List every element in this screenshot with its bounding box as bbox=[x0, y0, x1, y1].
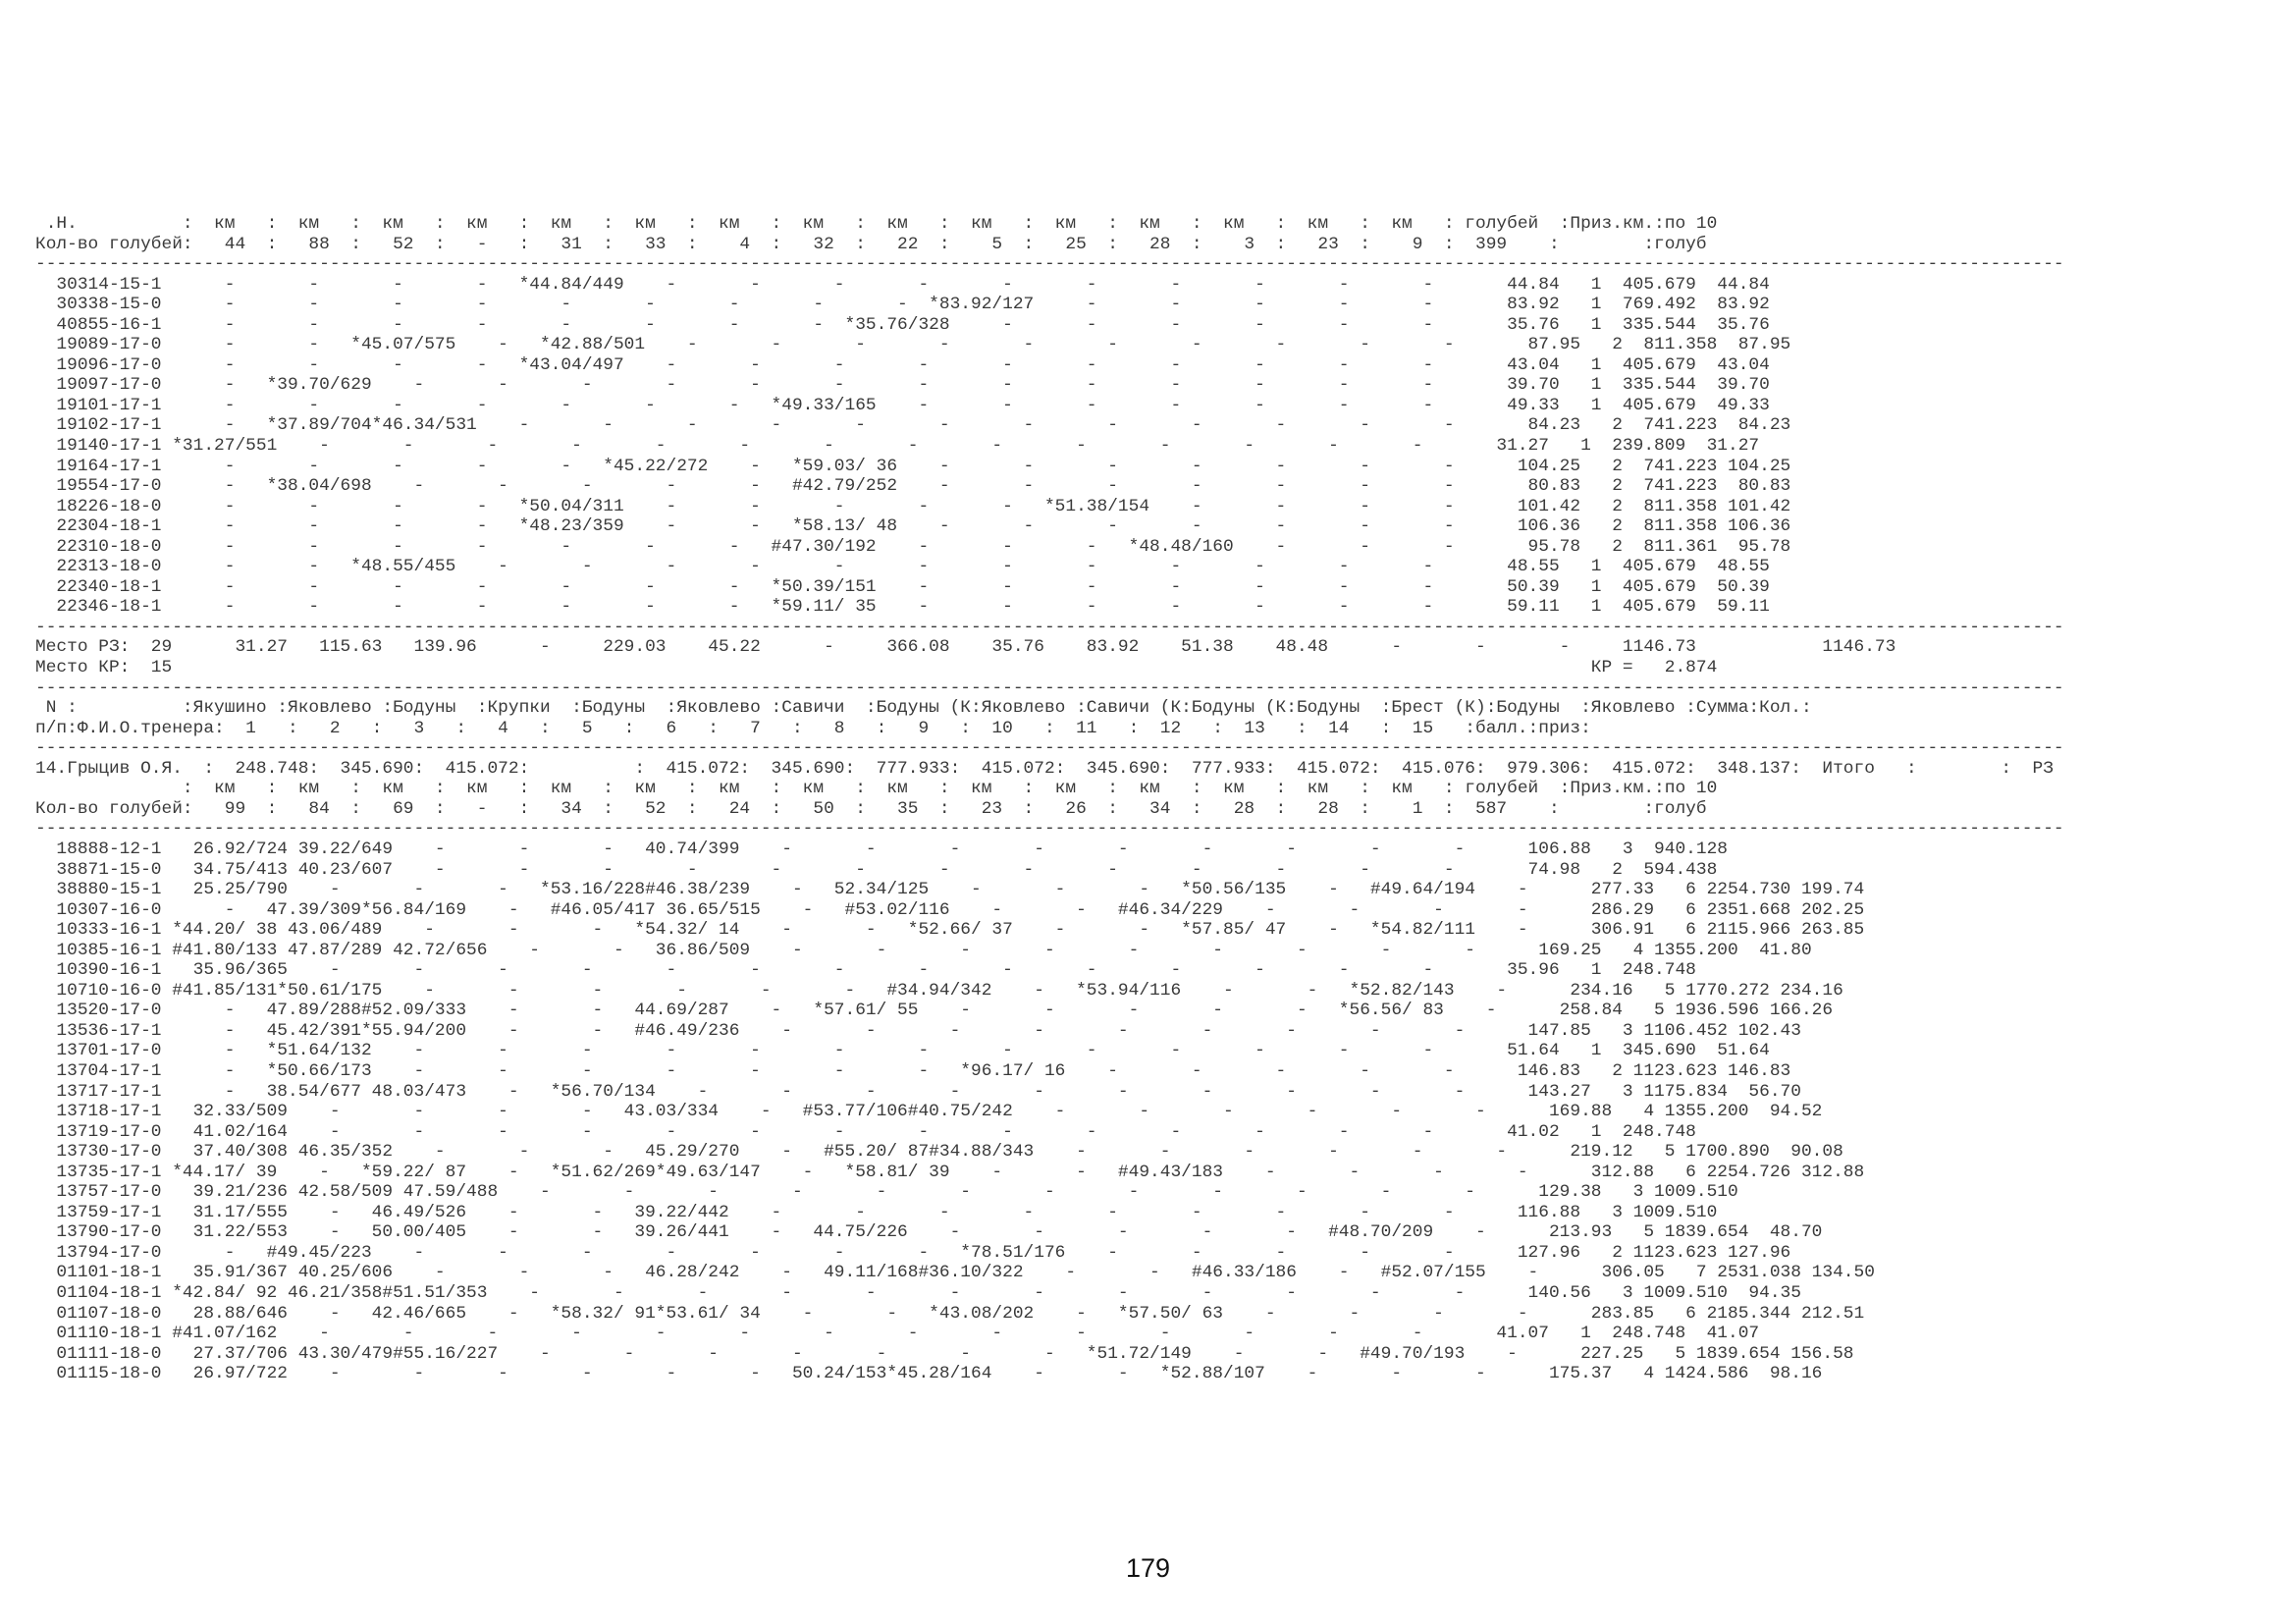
report-line: 19097-17-0 - *39.70/629 - - - - - - - - - - - - - 39.70 1 335.544 39.70 bbox=[35, 375, 1770, 396]
report-line: 19089-17-0 - - *45.07/575 - *42.88/501 - - - - - - - - - - 87.95 2 811.358 87.95 bbox=[35, 335, 1791, 355]
report-line: 30314-15-1 - - - - *44.84/449 - - - - - - - - - - 44.84 1 405.679 44.84 bbox=[35, 274, 1770, 295]
report-line: 10333-16-1 *44.20/ 38 43.06/489 - - - *54.32/ 14 - - *52.66/ 37 - - *57.85/ 47 - *54.82/111 - 306.91 6 2115.966 263.85 bbox=[35, 920, 1865, 941]
report-line: 18888-12-1 26.92/724 39.22/649 - - - 40.74/399 - - - - - - - - - 106.88 3 940.128 bbox=[35, 839, 1728, 859]
report-line: 01115-18-0 26.97/722 - - - - - - 50.24/153*45.28/164 - - *52.88/107 - - - 175.37 4 1424.586 98.16 bbox=[35, 1364, 1823, 1384]
report-line: 19140-17-1 *31.27/551 - - - - - - - - - - - - - - 31.27 1 239.809 31.27 bbox=[35, 436, 1760, 457]
page-number: 179 bbox=[1125, 1553, 1171, 1583]
report-line: 13701-17-0 - *51.64/132 - - - - - - - - - - - - - 51.64 1 345.690 51.64 bbox=[35, 1041, 1770, 1061]
report-line: 38871-15-0 34.75/413 40.23/607 - - - - - - - - - - - - - 74.98 2 594.438 bbox=[35, 859, 1718, 880]
report-line: 22340-18-1 - - - - - - - *50.39/151 - - - - - - - 50.39 1 405.679 50.39 bbox=[35, 576, 1770, 597]
report-line: 14.Грыцив О.Я. : 248.748: 345.690: 415.072: : 415.072: 345.690: 777.933: 415.072: 345.690: 777.933: 415.072: 415.076: 979.306: 415.072: 348.137: Итого : : РЗ bbox=[35, 758, 2054, 779]
report-line: Кол-во голубей: 99 : 84 : 69 : - : 34 : 52 : 24 : 50 : 35 : 23 : 26 : 34 : 28 : 28 : 1 : 587 : :голуб bbox=[35, 798, 1707, 819]
report-line: 13717-17-1 - 38.54/677 48.03/473 - *56.70/134 - - - - - - - - - - 143.27 3 1175.834 56.70 bbox=[35, 1081, 1801, 1102]
report-line: 18226-18-0 - - - - *50.04/311 - - - - - *51.38/154 - - - - 101.42 2 811.358 101.42 bbox=[35, 496, 1791, 516]
report-line: 19102-17-1 - *37.89/704*46.34/531 - - - - - - - - - - - - 84.23 2 741.223 84.23 bbox=[35, 415, 1791, 436]
report-line: Место РЗ: 29 31.27 115.63 139.96 - 229.03 45.22 - 366.08 35.76 83.92 51.38 48.48 - - - 1146.73 1146.73 bbox=[35, 637, 1896, 658]
report-line: 19554-17-0 - *38.04/698 - - - - - #42.79/252 - - - - - - - 80.83 2 741.223 80.83 bbox=[35, 476, 1791, 497]
report-line: 38880-15-1 25.25/790 - - - *53.16/228#46.38/239 - 52.34/125 - - - *50.56/135 - #49.64/194 - 277.33 6 2254.730 199.74 bbox=[35, 880, 1865, 900]
separator-line: ------------------------------------------------------------------------------------------------------------------------------------------------------------------------------------------------- bbox=[35, 617, 2064, 637]
report-line: 01111-18-0 27.37/706 43.30/479#55.16/227 - - - - - - - *51.72/149 - - #49.70/193 - 227.25 5 1839.654 156.58 bbox=[35, 1343, 1854, 1364]
report-line: 13520-17-0 - 47.89/288#52.09/333 - - 44.69/287 - *57.61/ 55 - - - - - *56.56/ 83 - 258.84 5 1936.596 166.26 bbox=[35, 1001, 1834, 1021]
separator-line: ------------------------------------------------------------------------------------------------------------------------------------------------------------------------------------------------- bbox=[35, 677, 2064, 698]
race-results-report bbox=[35, 214, 2064, 1384]
report-line: 10390-16-1 35.96/365 - - - - - - - - - - - - - - 35.96 1 248.748 bbox=[35, 960, 1696, 981]
report-line: 30338-15-0 - - - - - - - - - *83.92/127 - - - - - 83.92 1 769.492 83.92 bbox=[35, 295, 1770, 315]
report-line: 22304-18-1 - - - - *48.23/359 - - *58.13/ 48 - - - - - - - 106.36 2 811.358 106.36 bbox=[35, 516, 1791, 537]
report-line: 22313-18-0 - - *48.55/455 - - - - - - - - - - - - 48.55 1 405.679 48.55 bbox=[35, 557, 1770, 577]
report-line: : км : км : км : км : км : км : км : км : км : км : км : км : км : км : км : голубей :Приз.км.:по 10 bbox=[35, 779, 1718, 799]
report-line: 01104-18-1 *42.84/ 92 46.21/358#51.51/353 - - - - - - - - - - - - 140.56 3 1009.510 94.35 bbox=[35, 1282, 1801, 1303]
report-line: 10710-16-0 #41.85/131*50.61/175 - - - - - - #34.94/342 - *53.94/116 - - *52.82/143 - 234.16 5 1770.272 234.16 bbox=[35, 980, 1843, 1001]
report-line: Место КР: 15 КР = 2.874 bbox=[35, 658, 1718, 678]
report-line: 10385-16-1 #41.80/133 47.87/289 42.72/656 - - 36.86/509 - - - - - - - - - 169.25 4 1355.200 41.80 bbox=[35, 940, 1812, 960]
report-line: 13730-17-0 37.40/308 46.35/352 - - - 45.29/270 - #55.20/ 87#34.88/343 - - - - - - 219.12 5 1700.890 90.08 bbox=[35, 1142, 1843, 1163]
report-line: 13759-17-1 31.17/555 - 46.49/526 - - 39.22/442 - - - - - - - - - 116.88 3 1009.510 bbox=[35, 1202, 1718, 1222]
report-line: 19101-17-1 - - - - - - - *49.33/165 - - - - - - - 49.33 1 405.679 49.33 bbox=[35, 395, 1770, 415]
report-line: 19164-17-1 - - - - - *45.22/272 - *59.03/ 36 - - - - - - - 104.25 2 741.223 104.25 bbox=[35, 456, 1791, 476]
separator-line: ------------------------------------------------------------------------------------------------------------------------------------------------------------------------------------------------- bbox=[35, 738, 2064, 759]
report-line: 10307-16-0 - 47.39/309*56.84/169 - #46.05/417 36.65/515 - #53.02/116 - - #46.34/229 - - - - 286.29 6 2351.668 202.25 bbox=[35, 899, 1865, 920]
report-line: 13718-17-1 32.33/509 - - - - 43.03/334 - #53.77/106#40.75/242 - - - - - - 169.88 4 1355.200 94.52 bbox=[35, 1102, 1823, 1122]
report-line: п/п:Ф.И.О.тренера: 1 : 2 : 3 : 4 : 5 : 6 : 7 : 8 : 9 : 10 : 11 : 12 : 13 : 14 : 15 :балл.:приз: bbox=[35, 718, 1591, 738]
report-line: 13790-17-0 31.22/553 - 50.00/405 - - 39.26/441 - 44.75/226 - - - - - #48.70/209 - 213.93 5 1839.654 48.70 bbox=[35, 1222, 1823, 1243]
report-line: 22310-18-0 - - - - - - - #47.30/192 - - - *48.48/160 - - - 95.78 2 811.361 95.78 bbox=[35, 536, 1791, 557]
report-line: 01110-18-1 #41.07/162 - - - - - - - - - - - - - - 41.07 1 248.748 41.07 bbox=[35, 1324, 1760, 1344]
report-line: 19096-17-0 - - - - *43.04/497 - - - - - - - - - - 43.04 1 405.679 43.04 bbox=[35, 354, 1770, 375]
report-line: 13735-17-1 *44.17/ 39 - *59.22/ 87 - *51.62/269*49.63/147 - *58.81/ 39 - - #49.43/183 - - - - 312.88 6 2254.726 312.88 bbox=[35, 1162, 1865, 1182]
report-line: 40855-16-1 - - - - - - - - *35.76/328 - - - - - - 35.76 1 335.544 35.76 bbox=[35, 314, 1770, 335]
separator-line: ------------------------------------------------------------------------------------------------------------------------------------------------------------------------------------------------- bbox=[35, 819, 2064, 839]
report-line: 13704-17-1 - *50.66/173 - - - - - - - *96.17/ 16 - - - - - 146.83 2 1123.623 146.83 bbox=[35, 1060, 1791, 1081]
report-line: 01107-18-0 28.88/646 - 42.46/665 - *58.32/ 91*53.61/ 34 - - *43.08/202 - *57.50/ 63 - - - - 283.85 6 2185.344 212.51 bbox=[35, 1303, 1865, 1324]
report-line: 01101-18-1 35.91/367 40.25/606 - - - 46.28/242 - 49.11/168#36.10/322 - - #46.33/186 - #52.07/155 - 306.05 7 2531.038 134.50 bbox=[35, 1263, 1875, 1283]
report-line: 13757-17-0 39.21/236 42.58/509 47.59/488 - - - - - - - - - - - - 129.38 3 1009.510 bbox=[35, 1182, 1738, 1203]
report-line: 22346-18-1 - - - - - - - *59.11/ 35 - - - - - - - 59.11 1 405.679 59.11 bbox=[35, 597, 1770, 618]
report-line: 13536-17-1 - 45.42/391*55.94/200 - - #46.49/236 - - - - - - - - - 147.85 3 1106.452 102.43 bbox=[35, 1020, 1801, 1041]
report-line: N : :Якушино :Яковлево :Бодуны :Крупки :Бодуны :Яковлево :Савичи :Бодуны (К:Яковлево :Савичи (К:Бодуны (К:Бодуны :Брест (К):Бодуны :Яковлево :Сумма:Кол.: bbox=[35, 698, 1812, 719]
report-line: .Н. : км : км : км : км : км : км : км : км : км : км : км : км : км : км : км : голубей :Приз.км.:по 10 bbox=[35, 214, 1718, 234]
report-line: Кол-во голубей: 44 : 88 : 52 : - : 31 : 33 : 4 : 32 : 22 : 5 : 25 : 28 : 3 : 23 : 9 : 399 : :голуб bbox=[35, 234, 1707, 254]
report-line: 13794-17-0 - #49.45/223 - - - - - - - *78.51/176 - - - - - 127.96 2 1123.623 127.96 bbox=[35, 1242, 1791, 1263]
separator-line: ------------------------------------------------------------------------------------------------------------------------------------------------------------------------------------------------- bbox=[35, 254, 2064, 275]
report-line: 13719-17-0 41.02/164 - - - - - - - - - - - - - - 41.02 1 248.748 bbox=[35, 1121, 1696, 1142]
